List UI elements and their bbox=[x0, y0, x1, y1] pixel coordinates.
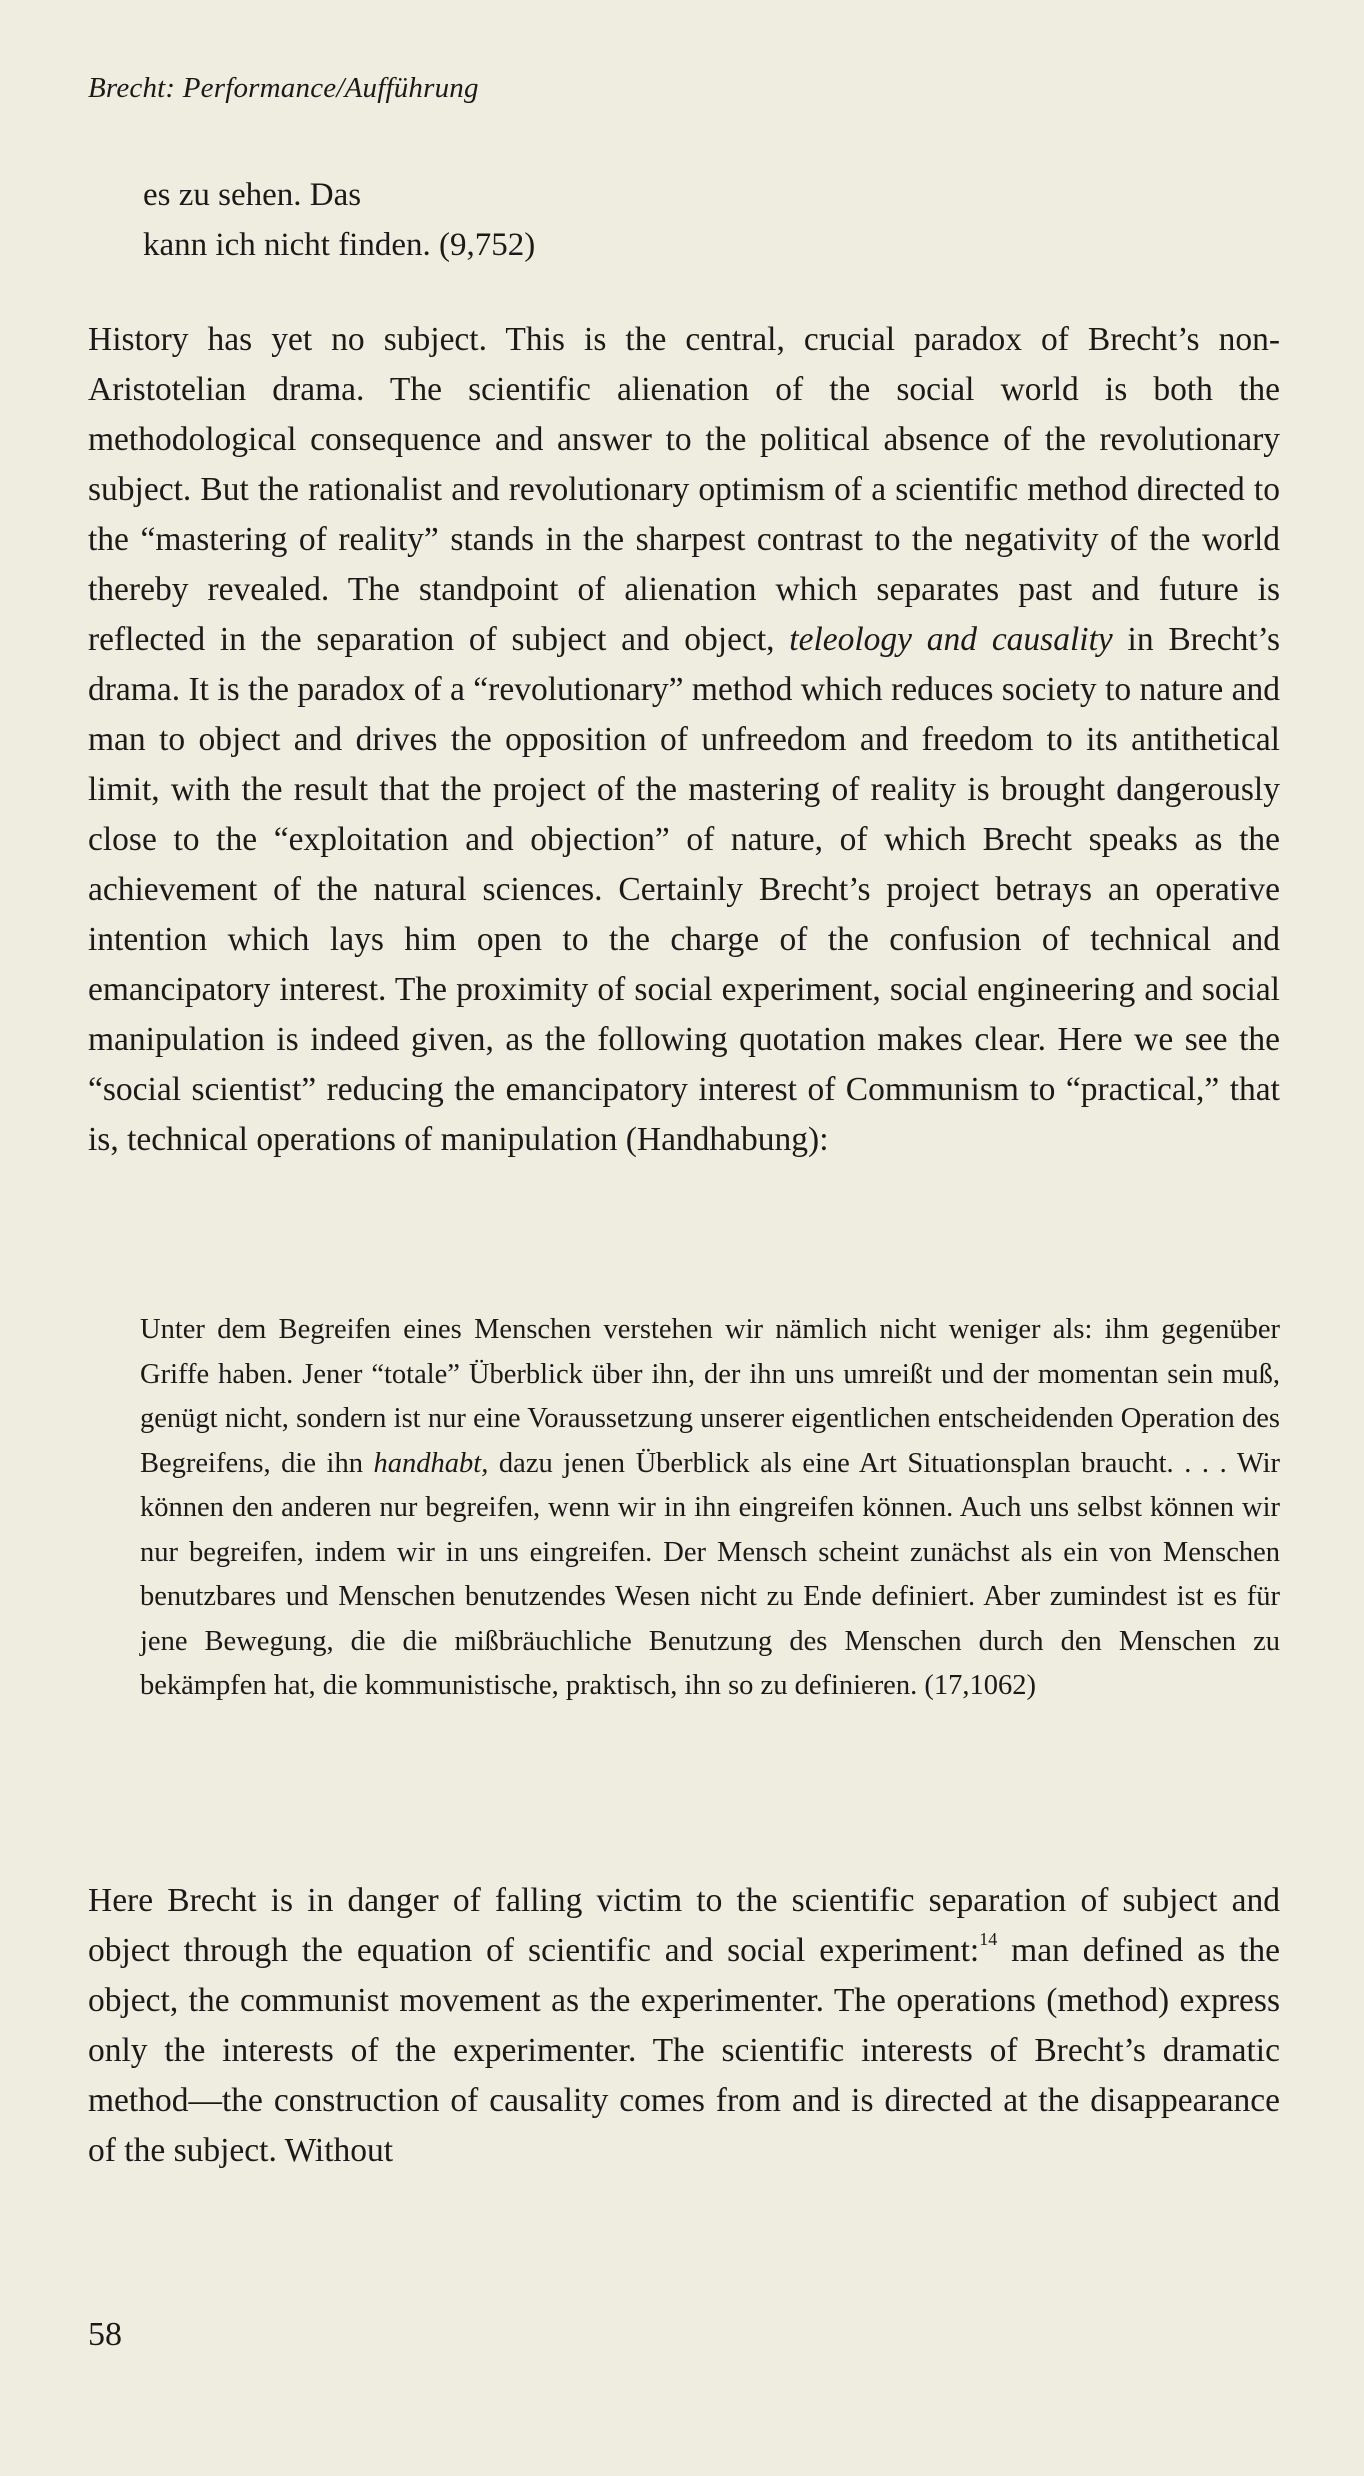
verse-line: kann ich nicht finden. (9,752) bbox=[143, 227, 536, 263]
footnote-reference[interactable]: 14 bbox=[979, 1928, 998, 1949]
paragraph-text: man defined as the object, the communist movement as the experimenter. The operations (method) express only the interests of the experimenter. The scientific interests of Brecht’s dramatic method—the construction of causality comes from and is directed at the disappearance of the subject. Without bbox=[88, 1932, 1280, 2169]
running-head: Brecht: Performance/Aufführung bbox=[88, 72, 479, 104]
paragraph-text: in Brecht’s drama. It is the paradox of a “revolutionary” method which reduces society to nature and man to object and drives the opposition of unfreedom and freedom to its antithetical limit, with the result that the project of the mastering of reality is brought dangerously close to the “exploitation and objection” of nature, of which Brecht speaks as the achievement of the natural sciences. Certainly Brecht’s project betrays an operative intention which lays him open to the charge of the confusion of technical and emancipatory interest. The proximity of social experiment, social engineering and social manipulation is indeed given, as the following quotation makes clear. Here we see the “social scientist” reducing the emancipatory interest of Communism to “practical,” that is, technical operations of manipulation (Handhabung): bbox=[88, 621, 1280, 1158]
emphasis-text: handhabt, bbox=[373, 1447, 489, 1479]
quotation-text: Unter dem Begreifen eines Menschen verstehen wir nämlich nicht weniger als: ihm gegenüber Griffe haben. Jener “totale” Überblick über ihn, der ihn uns umreißt und der momentan sein muß, genügt nicht, sondern ist nur eine Voraussetzung unserer eigentlichen entscheidenden Operation des Begreifens, die ihn bbox=[140, 1314, 1280, 1479]
body-paragraph bbox=[88, 315, 1280, 1165]
paragraph-text: History has yet no subject. This is the central, crucial paradox of Brecht’s non-Aristotelian drama. The scientific alienation of the social world is both the methodological consequence and answer to the political absence of the revolutionary subject. But the rationalist and revolutionary optimism of a scientific method directed to the “mastering of reality” stands in the sharpest contrast to the negativity of the world thereby revealed. The standpoint of alienation which separates past and future is reflected in the separation of subject and object, bbox=[88, 321, 1280, 658]
verse-quotation bbox=[143, 170, 535, 270]
quotation-text: dazu jenen Überblick als eine Art Situationsplan braucht. . . . Wir können den anderen nur begreifen, wenn wir in ihn eingreifen können. Auch uns selbst können wir nur begreifen, indem wir in uns eingreifen. Der Mensch scheint zunächst als ein von Menschen benutzbares und Menschen benutzendes Wesen nicht zu Ende definiert. Aber zumindest ist es für jene Bewegung, die die mißbräuchliche Benutzung des Menschen durch den Menschen zu bekämpfen hat, die kommunistische, praktisch, ihn so zu definieren. (17,1062) bbox=[140, 1447, 1280, 1701]
page-number: 58 bbox=[88, 2316, 122, 2353]
body-paragraph bbox=[88, 1876, 1280, 2176]
emphasis-text: teleology and causality bbox=[789, 621, 1113, 658]
block-quotation bbox=[140, 1308, 1280, 1709]
verse-line: es zu sehen. Das bbox=[143, 177, 362, 213]
paragraph-text: Here Brecht is in danger of falling victim to the scientific separation of subject and object through the equation of scientific and social experiment: bbox=[88, 1882, 1280, 1969]
